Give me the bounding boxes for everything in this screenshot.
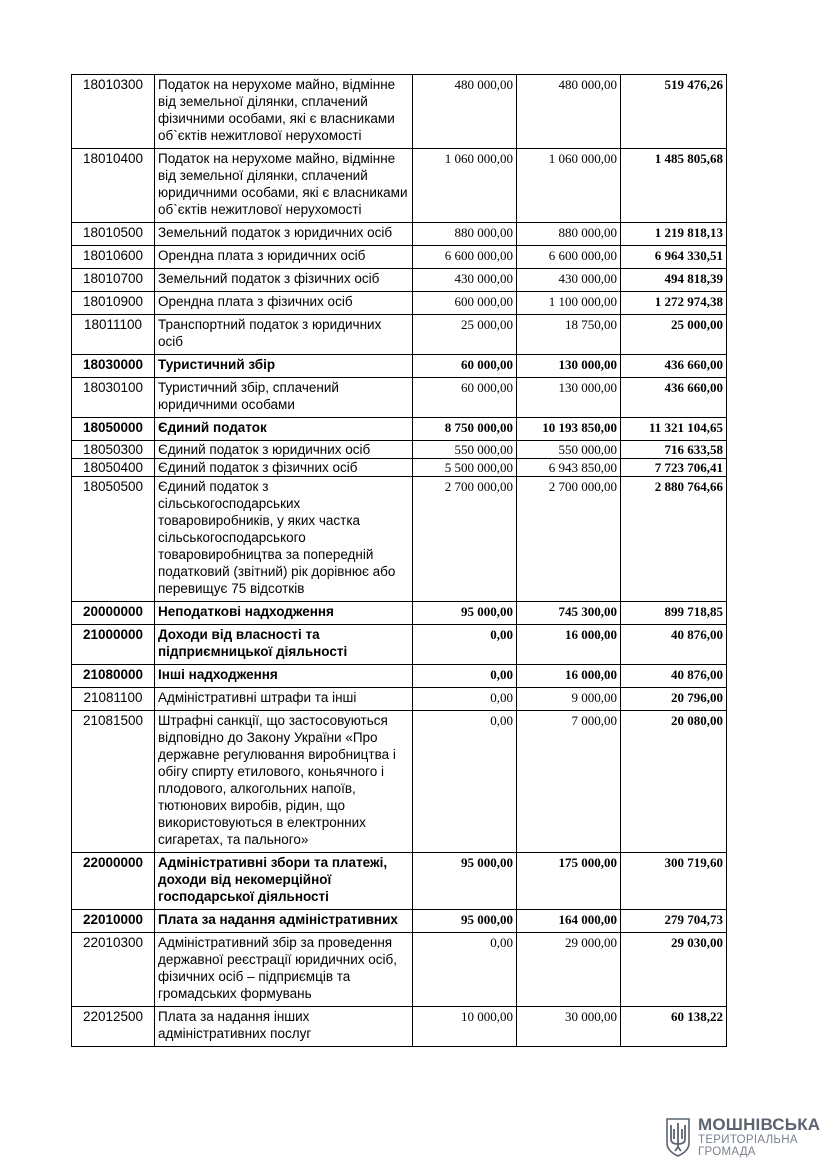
table-row xyxy=(72,75,727,149)
row-approved-plan: 60 000,00 xyxy=(413,355,517,378)
row-revised-plan: 550 000,00 xyxy=(517,441,621,459)
row-code: 22010300 xyxy=(72,933,155,1007)
table-row xyxy=(72,269,727,292)
row-revised-plan: 480 000,00 xyxy=(517,75,621,149)
table-row xyxy=(72,149,727,223)
row-approved-plan: 95 000,00 xyxy=(413,853,517,910)
row-approved-plan: 1 060 000,00 xyxy=(413,149,517,223)
row-code: 18050500 xyxy=(72,477,155,602)
row-code: 18030000 xyxy=(72,355,155,378)
row-approved-plan: 600 000,00 xyxy=(413,292,517,315)
row-actual-total: 7 723 706,41 xyxy=(621,459,727,477)
table-row xyxy=(72,378,727,418)
table-row xyxy=(72,910,727,933)
row-revised-plan: 16 000,00 xyxy=(517,665,621,688)
row-actual-total: 20 080,00 xyxy=(621,711,727,853)
row-name: Інші надходження xyxy=(155,665,413,688)
row-approved-plan: 0,00 xyxy=(413,711,517,853)
row-code: 18010700 xyxy=(72,269,155,292)
row-name: Єдиний податок з сільськогосподарських товаровиробників, у яких частка сільськогосподарського товаровиробництва за попередній податковий (звітний) рік дорівнює або перевищує 75 відсотків xyxy=(155,477,413,602)
row-name: Податок на нерухоме майно, відмінне від земельної ділянки, сплачений фізичними особами, які є власниками об`єктів нежитлової нерухомості xyxy=(155,75,413,149)
row-code: 21000000 xyxy=(72,625,155,665)
row-revised-plan: 29 000,00 xyxy=(517,933,621,1007)
row-actual-total: 60 138,22 xyxy=(621,1007,727,1047)
table-row xyxy=(72,853,727,910)
row-actual-total: 494 818,39 xyxy=(621,269,727,292)
row-actual-total: 25 000,00 xyxy=(621,315,727,355)
row-approved-plan: 550 000,00 xyxy=(413,441,517,459)
row-name: Адміністративний збір за проведення державної реєстрації юридичних осіб, фізичних осіб – підприємців та громадських формувань xyxy=(155,933,413,1007)
row-name: Транспортний податок з юридичних осіб xyxy=(155,315,413,355)
row-revised-plan: 6 600 000,00 xyxy=(517,246,621,269)
row-name: Плата за надання інших адміністративних послуг xyxy=(155,1007,413,1047)
row-approved-plan: 880 000,00 xyxy=(413,223,517,246)
row-code: 18011100 xyxy=(72,315,155,355)
row-approved-plan: 5 500 000,00 xyxy=(413,459,517,477)
row-name: Туристичний збір xyxy=(155,355,413,378)
row-name: Штрафні санкції, що застосовуються відповідно до Закону України «Про державне регулювання виробництва і обігу спирту етилового, коньячного і плодового, алкогольних напоїв, тютюнових виробів, рідин, що використовуються в електронних сигаретах, та пального» xyxy=(155,711,413,853)
row-revised-plan: 130 000,00 xyxy=(517,355,621,378)
row-code: 18050000 xyxy=(72,418,155,441)
row-actual-total: 1 219 818,13 xyxy=(621,223,727,246)
table-row xyxy=(72,625,727,665)
trident-coat-of-arms-icon xyxy=(665,1117,691,1157)
table-row xyxy=(72,477,727,602)
row-code: 18010400 xyxy=(72,149,155,223)
row-revised-plan: 130 000,00 xyxy=(517,378,621,418)
budget-table xyxy=(71,74,727,1047)
row-actual-total: 436 660,00 xyxy=(621,355,727,378)
row-actual-total: 2 880 764,66 xyxy=(621,477,727,602)
table-row xyxy=(72,315,727,355)
row-approved-plan: 430 000,00 xyxy=(413,269,517,292)
row-approved-plan: 0,00 xyxy=(413,933,517,1007)
row-name: Єдиний податок xyxy=(155,418,413,441)
row-approved-plan: 8 750 000,00 xyxy=(413,418,517,441)
row-name: Земельний податок з юридичних осіб xyxy=(155,223,413,246)
row-code: 18010500 xyxy=(72,223,155,246)
table-row xyxy=(72,418,727,441)
row-revised-plan: 10 193 850,00 xyxy=(517,418,621,441)
table-row xyxy=(72,602,727,625)
row-actual-total: 6 964 330,51 xyxy=(621,246,727,269)
row-name: Орендна плата з фізичних осіб xyxy=(155,292,413,315)
row-revised-plan: 9 000,00 xyxy=(517,688,621,711)
row-actual-total: 899 718,85 xyxy=(621,602,727,625)
budget-table-body xyxy=(72,75,727,1047)
row-revised-plan: 16 000,00 xyxy=(517,625,621,665)
row-code: 21081500 xyxy=(72,711,155,853)
row-name: Адміністративні штрафи та інші xyxy=(155,688,413,711)
row-approved-plan: 0,00 xyxy=(413,665,517,688)
table-row xyxy=(72,292,727,315)
row-code: 21080000 xyxy=(72,665,155,688)
row-actual-total: 519 476,26 xyxy=(621,75,727,149)
community-logo xyxy=(665,1115,821,1160)
table-row xyxy=(72,933,727,1007)
row-name: Єдиний податок з юридичних осіб xyxy=(155,441,413,459)
row-name: Земельний податок з фізичних осіб xyxy=(155,269,413,292)
row-revised-plan: 430 000,00 xyxy=(517,269,621,292)
row-code: 18010300 xyxy=(72,75,155,149)
row-revised-plan: 7 000,00 xyxy=(517,711,621,853)
row-code: 22012500 xyxy=(72,1007,155,1047)
row-approved-plan: 2 700 000,00 xyxy=(413,477,517,602)
row-name: Адміністративні збори та платежі, доходи від некомерційної господарської діяльності xyxy=(155,853,413,910)
row-actual-total: 11 321 104,65 xyxy=(621,418,727,441)
row-approved-plan: 95 000,00 xyxy=(413,910,517,933)
row-revised-plan: 2 700 000,00 xyxy=(517,477,621,602)
row-actual-total: 279 704,73 xyxy=(621,910,727,933)
table-row xyxy=(72,688,727,711)
row-actual-total: 40 876,00 xyxy=(621,665,727,688)
row-approved-plan: 0,00 xyxy=(413,688,517,711)
row-code: 21081100 xyxy=(72,688,155,711)
row-actual-total: 20 796,00 xyxy=(621,688,727,711)
row-code: 18030100 xyxy=(72,378,155,418)
row-revised-plan: 1 100 000,00 xyxy=(517,292,621,315)
row-approved-plan: 95 000,00 xyxy=(413,602,517,625)
row-actual-total: 436 660,00 xyxy=(621,378,727,418)
row-code: 18010900 xyxy=(72,292,155,315)
table-row xyxy=(72,459,727,477)
row-revised-plan: 745 300,00 xyxy=(517,602,621,625)
row-code: 18010600 xyxy=(72,246,155,269)
row-actual-total: 300 719,60 xyxy=(621,853,727,910)
row-name: Єдиний податок з фізичних осіб xyxy=(155,459,413,477)
row-revised-plan: 175 000,00 xyxy=(517,853,621,910)
logo-line-3: ГРОМАДА xyxy=(698,1146,756,1158)
table-row xyxy=(72,1007,727,1047)
row-code: 20000000 xyxy=(72,602,155,625)
row-name: Плата за надання адміністративних xyxy=(155,910,413,933)
row-approved-plan: 10 000,00 xyxy=(413,1007,517,1047)
row-approved-plan: 6 600 000,00 xyxy=(413,246,517,269)
row-name: Податок на нерухоме майно, відмінне від земельної ділянки, сплачений юридичними особами, які є власниками об`єктів нежитлової нерухомості xyxy=(155,149,413,223)
row-code: 22010000 xyxy=(72,910,155,933)
logo-line-1: МОШНІВСЬКА xyxy=(698,1115,821,1134)
row-code: 18050400 xyxy=(72,459,155,477)
table-row xyxy=(72,355,727,378)
row-revised-plan: 164 000,00 xyxy=(517,910,621,933)
row-actual-total: 1 485 805,68 xyxy=(621,149,727,223)
row-actual-total: 40 876,00 xyxy=(621,625,727,665)
row-name: Доходи від власності та підприємницької діяльності xyxy=(155,625,413,665)
row-revised-plan: 1 060 000,00 xyxy=(517,149,621,223)
row-name: Орендна плата з юридичних осіб xyxy=(155,246,413,269)
table-row xyxy=(72,246,727,269)
table-row xyxy=(72,665,727,688)
row-revised-plan: 18 750,00 xyxy=(517,315,621,355)
row-revised-plan: 30 000,00 xyxy=(517,1007,621,1047)
logo-line-2: ТЕРИТОРІАЛЬНА xyxy=(698,1134,798,1146)
table-row xyxy=(72,223,727,246)
row-revised-plan: 6 943 850,00 xyxy=(517,459,621,477)
row-name: Туристичний збір, сплачений юридичними особами xyxy=(155,378,413,418)
row-approved-plan: 0,00 xyxy=(413,625,517,665)
row-approved-plan: 480 000,00 xyxy=(413,75,517,149)
row-approved-plan: 25 000,00 xyxy=(413,315,517,355)
row-actual-total: 1 272 974,38 xyxy=(621,292,727,315)
row-revised-plan: 880 000,00 xyxy=(517,223,621,246)
row-actual-total: 716 633,58 xyxy=(621,441,727,459)
table-row xyxy=(72,441,727,459)
row-code: 22000000 xyxy=(72,853,155,910)
row-approved-plan: 60 000,00 xyxy=(413,378,517,418)
row-actual-total: 29 030,00 xyxy=(621,933,727,1007)
row-code: 18050300 xyxy=(72,441,155,459)
table-row xyxy=(72,711,727,853)
row-name: Неподаткові надходження xyxy=(155,602,413,625)
